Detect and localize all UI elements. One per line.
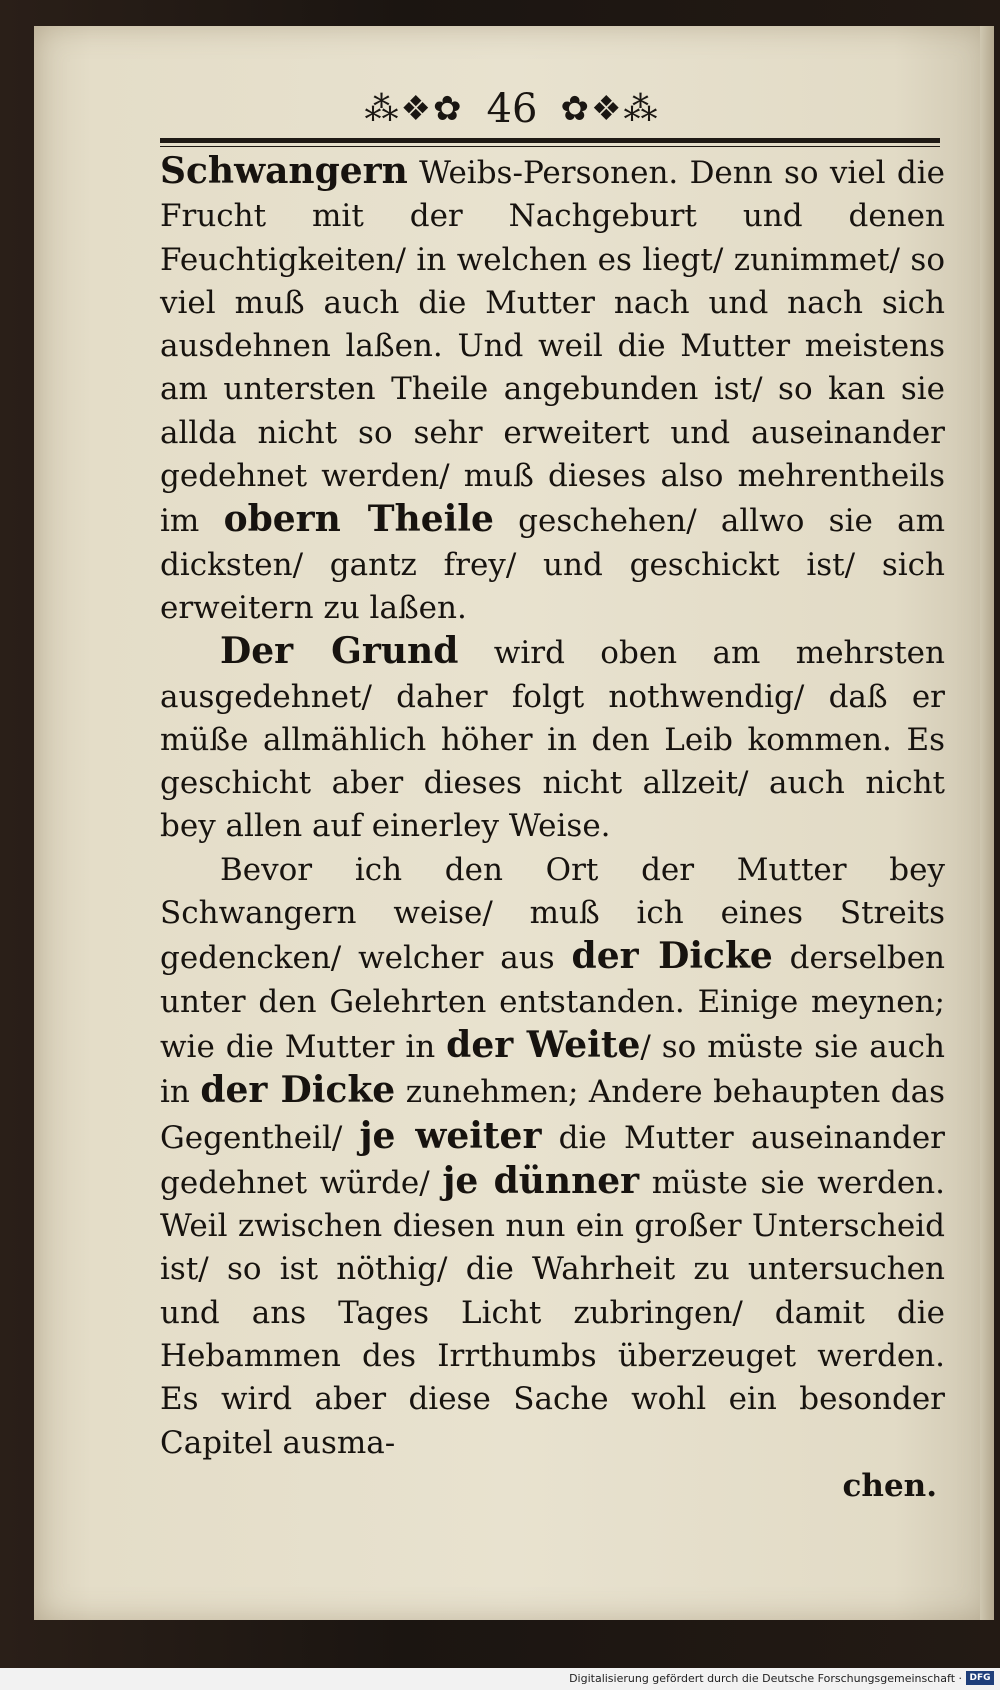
paragraph-text: Bevor ich den Ort der Mutter bey Schwangern weise/ muß ich eines Streits gedencken/ welcher aus (160, 851, 945, 977)
emphasis-text: der Dicke (200, 1069, 396, 1112)
paragraph-text: derselben unter den Gelehrten entstanden. Einige meynen; wie die Mutter in (160, 940, 946, 1065)
page-number: 46 (486, 86, 538, 132)
paragraph-1 (160, 150, 945, 630)
paragraph-text: / so müste sie auch in (160, 1028, 946, 1111)
paragraph-text: wird oben am mehrsten ausgedehnet/ daher folgt nothwendig/ daß er müße allmählich höher in den Leib kommen. Es geschicht aber dieses nicht allzeit/ auch nicht bey allen auf einerley Weise. (160, 635, 945, 845)
emphasis-text: der Dicke (571, 935, 773, 978)
left-ornament: ⁂❖✿ (364, 89, 464, 129)
emphasis-text: der Weite (446, 1023, 641, 1066)
footer-credit: Digitalisierung gefördert durch die Deutsche Forschungsgemeinschaft · (569, 1672, 962, 1685)
paragraph-text: Weibs-Personen. Denn so viel die Frucht mit der Nachgeburt und denen Feuchtigkeiten/ in welchen es liegt/ zunimmet/ so viel muß auch die Mutter nach und nach sich ausdehnen laßen. Und weil die Mutter meistens am untersten Theile angebunden ist/ so kan sie allda nicht so sehr erweitert und auseinander gedehnet werden/ muß dieses also mehrentheils im (160, 155, 945, 540)
paragraph-text: geschehen/ allwo sie am dicksten/ gantz frey/ und geschickt ist/ sich erweitern zu laßen. (160, 503, 945, 626)
emphasis-text: Der Grund (220, 630, 459, 673)
paragraph-text: zunehmen; Andere behaupten das Gegentheil/ (160, 1074, 945, 1156)
final-word: chen. (842, 1467, 937, 1504)
dfg-logo: DFG (966, 1671, 994, 1685)
emphasis-text: je weiter (359, 1114, 542, 1157)
emphasis-text: je dünner (442, 1159, 640, 1202)
emphasis-text: obern Theile (223, 498, 494, 541)
page-header (34, 86, 990, 146)
header-rule (160, 138, 940, 143)
paragraph-text: die Mutter auseinander gedehnet würde/ (160, 1119, 945, 1201)
header-rule-thin (160, 146, 940, 147)
paragraph-text: müste sie werden. Weil zwischen diesen nun ein großer Unterscheid ist/ so ist nöthig/ die Wahrheit zu untersuchen und ans Tages Licht zubringen/ damit die Hebammen des Irrthumbs überzeuget werden. Es wird aber diese Sache wohl ein besonder Capitel ausma- (160, 1164, 946, 1461)
paragraph-2 (160, 630, 945, 848)
page-edge (980, 26, 994, 1620)
paragraph-3 (160, 849, 945, 1508)
right-ornament: ✿❖⁂ (560, 89, 660, 129)
body-text (160, 150, 945, 1508)
emphasis-text: Schwangern (160, 150, 408, 192)
